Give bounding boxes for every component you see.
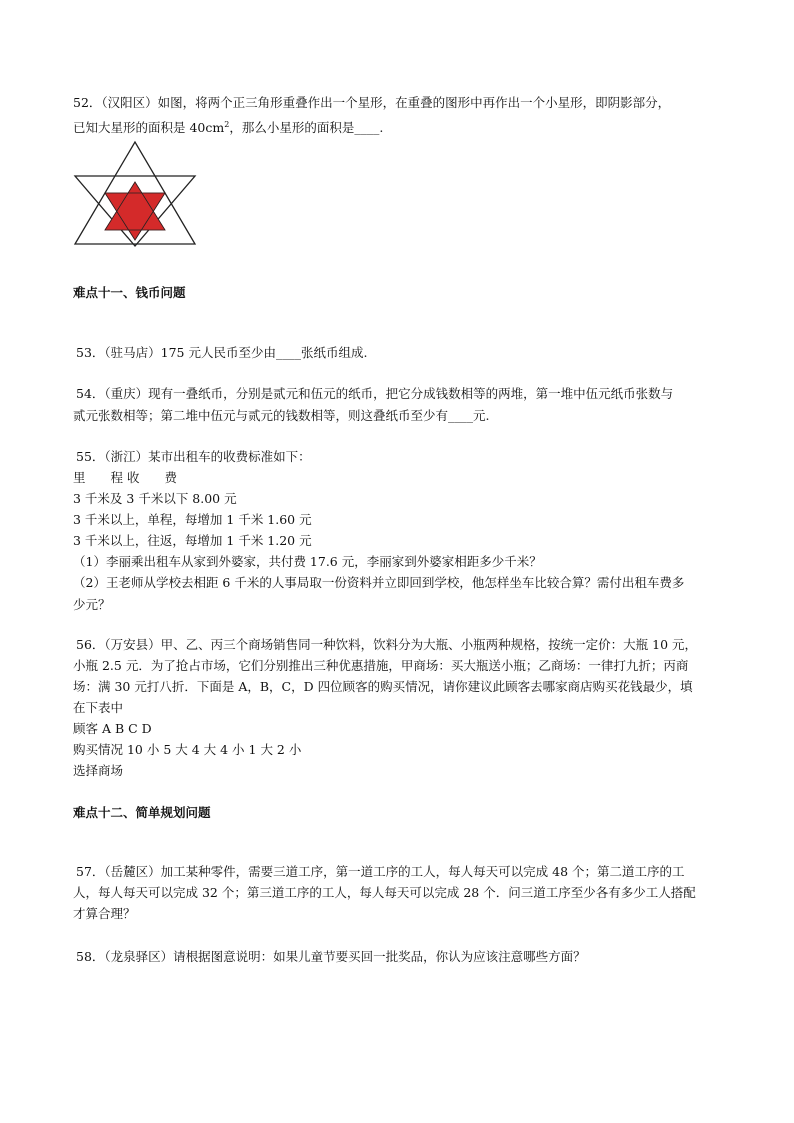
q55-line-1: 55．（浙江）某市出租车的收费标准如下： — [76, 449, 311, 464]
q56-line-7: 选择商场 — [73, 763, 124, 778]
star-figure — [72, 140, 198, 248]
q52-line-1: 52．（汉阳区）如图，将两个正三角形重叠作出一个星形，在重叠的图形中再作出一个小星形，即阴影部分， — [73, 95, 671, 110]
q56-line-4: 在下表中 — [73, 700, 124, 715]
q57-line-1: 57．（岳麓区）加工某种零件，需要三道工序，第一道工序的工人，每人每天可以完成 48 个；第二道工序的工 — [76, 864, 685, 879]
q55-line-8: 少元？ — [73, 597, 111, 612]
q55-line-6: （1）李丽乘出租车从家到外婆家，共付费 17.6 元，李丽家到外婆家相距多少千米？ — [73, 554, 542, 569]
q58-line: 58．（龙泉驿区）请根据图意说明：如果儿童节要买回一批奖品，你认为应该注意哪些方面？ — [76, 949, 586, 964]
section-heading-11: 难点十一、钱币问题 — [73, 285, 186, 300]
section-heading-12: 难点十二、简单规划问题 — [73, 805, 211, 820]
q55-line-4: 3 千米以上，单程，每增加 1 千米 1.60 元 — [73, 512, 312, 527]
q55-line-5: 3 千米以上，往返，每增加 1 千米 1.20 元 — [73, 533, 312, 548]
q55-line-3: 3 千米及 3 千米以下 8.00 元 — [73, 491, 237, 506]
q54-line-1: 54．（重庆）现有一叠纸币，分别是贰元和伍元的纸币，把它分成钱数相等的两堆，第一堆中伍元纸币张数与 — [76, 386, 674, 401]
q56-line-3: 场：满 30 元打八折．下面是 A，B，C，D 四位顾客的购买情况，请你建议此顾客去哪家商店购买花钱最少，填 — [73, 679, 693, 694]
q52-superscript: 2 — [224, 120, 230, 129]
q55-line-2: 里 程 收 费 — [73, 470, 177, 485]
q52-line-2 — [73, 116, 383, 137]
q57-line-3: 才算合理？ — [73, 906, 136, 921]
q54-line-2: 贰元张数相等；第二堆中伍元与贰元的钱数相等，则这叠纸币至少有____元. — [73, 408, 490, 423]
q52-line-2-tail: ，那么小星形的面积是____. — [229, 120, 384, 136]
q56-line-6: 购买情况 10 小 5 大 4 大 4 小 1 大 2 小 — [73, 742, 302, 757]
q53-line: 53．（驻马店）175 元人民币至少由____张纸币组成. — [76, 345, 368, 360]
q56-line-1: 56．（万安县）甲、乙、丙三个商场销售同一种饮料，饮料分为大瓶、小瓶两种规格，按统一定价：大瓶 10 元， — [76, 637, 698, 652]
q55-line-7: （2）王老师从学校去相距 6 千米的人事局取一份资料并立即回到学校，他怎样坐车比较合算？需付出租车费多 — [73, 575, 685, 590]
q52-line-2-text: 已知大星形的面积是 40cm — [73, 120, 225, 136]
q56-line-5: 顾客 A B C D — [73, 721, 152, 736]
q57-line-2: 人，每人每天可以完成 32 个；第三道工序的工人，每人每天可以完成 28 个．问三道工序至少各有多少工人搭配 — [73, 885, 696, 900]
q56-line-2: 小瓶 2.5 元．为了抢占市场，它们分别推出三种优惠措施，甲商场：买大瓶送小瓶；乙商场：一律打九折；丙商 — [73, 658, 689, 673]
